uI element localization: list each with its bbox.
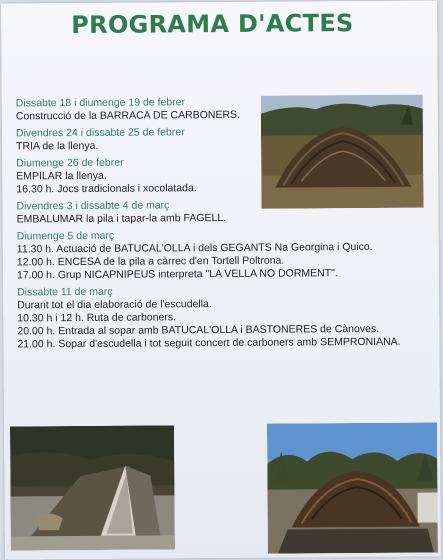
event-line: 12.00 h. ENCESA de la pila a càrrec d'en Tortell Poltrona.	[16, 254, 285, 269]
event-date: Dissabte 18 i diumenge 19 de febrer	[15, 96, 186, 110]
event-line: TRIA de la llenya.	[16, 139, 99, 153]
event-line: 21.00 h. Sopar d'escudella i tot seguit concert de carboners amb SEMPRONIANA.	[17, 335, 401, 351]
event-line: Construcció de la BARRACA DE CARBONERS.	[15, 108, 240, 123]
events-list	[16, 95, 428, 356]
event-date: Dissabte 11 de març	[17, 285, 113, 299]
event-line: 17.00 h. Grup NICAPNIPEUS interpreta "LA VELLA NO DORMENT".	[16, 267, 338, 282]
event-item	[16, 198, 426, 227]
carboner-hut-photo	[10, 425, 175, 550]
event-date: Diumenge 26 de febrer	[16, 156, 124, 170]
event-line: 20.00 h. Entrada al sopar amb BATUCAL'OLLA i BASTONERES de Cànoves.	[17, 322, 380, 338]
event-line: 10.30 h i 12 h. Ruta de carboners.	[17, 311, 177, 325]
event-line: 16.30 h. Jocs tradicionals i xocolatada.	[16, 182, 197, 196]
event-line: 11.30 h. Actuació de BATUCAL'OLLA i dels GEGANTS Na Georgina i Quico.	[16, 240, 373, 256]
event-item	[17, 284, 427, 352]
event-line: EMPILAR la llenya.	[16, 169, 107, 183]
event-poster	[1, 0, 441, 559]
event-item	[16, 155, 426, 197]
event-item	[16, 125, 426, 154]
page-title: PROGRAMA D'ACTES	[71, 9, 354, 40]
event-line: EMBALUMAR la pila i tapar-la amb FAGELL.	[16, 211, 227, 226]
event-date: Diumenge 5 de març	[16, 229, 115, 243]
event-item	[17, 228, 427, 283]
charcoal-pile-photo	[267, 422, 438, 553]
event-date: Divendres 3 i dissabte 4 de març	[16, 199, 170, 213]
event-date: Divendres 24 i dissabte 25 de febrer	[15, 126, 185, 140]
event-line: Durant tot el dia elaboració de l'escudella.	[17, 298, 212, 312]
event-item	[16, 95, 426, 124]
